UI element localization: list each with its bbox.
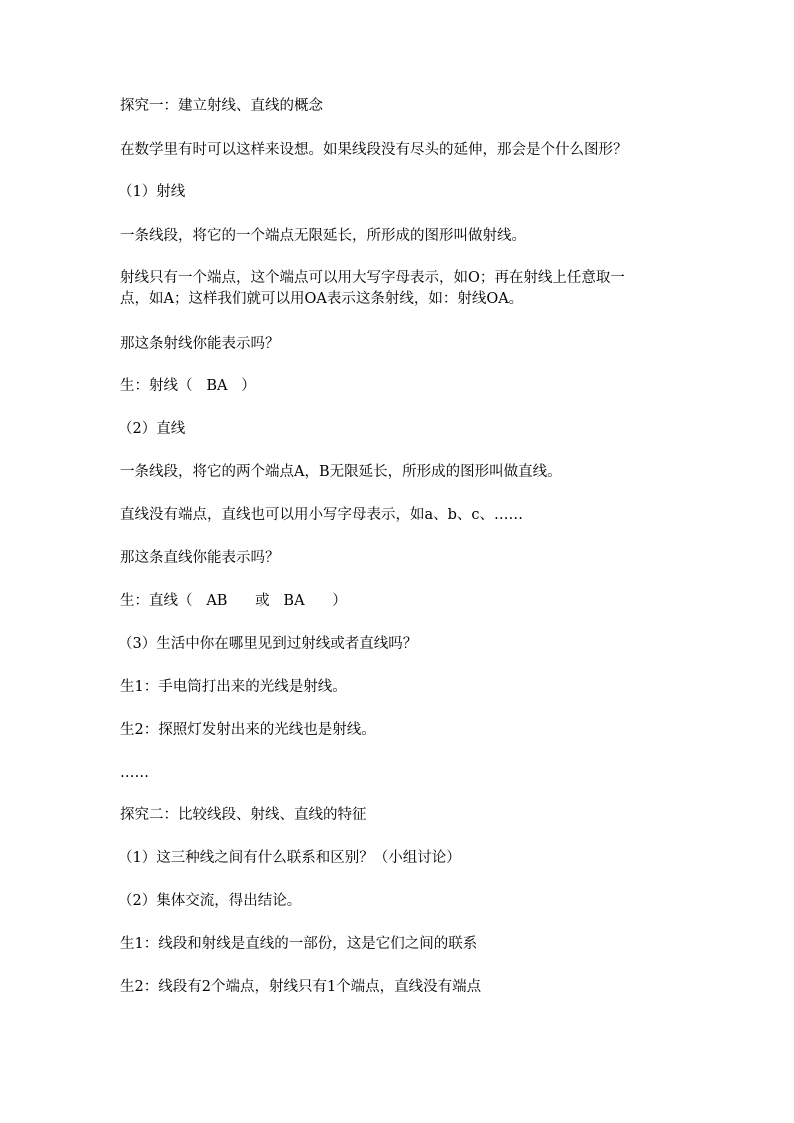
subheading-line: （2）直线 (118, 421, 186, 437)
paragraph-ray-definition: 一条线段，将它的一个端点无限延长，所形成的图形叫做射线。 (120, 228, 526, 244)
paragraph-student-1-answer: 生1：手电筒打出来的光线是射线。 (120, 679, 347, 695)
paragraph-intro: 在数学里有时可以这样来设想。如果线段没有尽头的延伸，那会是个什么图形？ (120, 142, 628, 158)
paragraph-discussion-question: （1）这三种线之间有什么联系和区别？（小组讨论） (118, 850, 461, 866)
paragraph-student-2-answer: 生2：探照灯发射出来的光线也是射线。 (120, 722, 376, 738)
subheading-ray: （1）射线 (118, 184, 186, 200)
paragraph-conclusion-1: 生1：线段和射线是直线的一部份，这是它们之间的联系 (120, 936, 478, 952)
subheading-life-examples: （3）生活中你在哪里见到过射线或者直线吗？ (118, 636, 418, 652)
section-heading-1: 探究一：建立射线、直线的概念 (120, 98, 323, 114)
paragraph-line-notation: 直线没有端点，直线也可以用小写字母表示，如a、b、c、…… (120, 507, 524, 523)
paragraph-ray-question: 那这条射线你能表示吗？ (120, 336, 280, 352)
section-heading-2: 探究二：比较线段、射线、直线的特征 (120, 807, 367, 823)
paragraph-line-definition: 一条线段，将它的两个端点A，B无限延长，所形成的图形叫做直线。 (120, 464, 562, 480)
paragraph-collective-exchange: （2）集体交流，得出结论。 (118, 893, 302, 909)
paragraph-line-answer: 生：直线（ AB 或 BA ） (120, 593, 347, 609)
paragraph-ellipsis: …… (120, 765, 149, 781)
paragraph-line-question: 那这条直线你能表示吗？ (120, 550, 280, 566)
paragraph-ray-answer: 生：射线（ BA ） (120, 378, 256, 394)
paragraph-ray-notation: 射线只有一个端点，这个端点可以用大写字母表示，如O；再在射线上任意取一点，如A；这样我们就可以用OA表示这条射线，如：射线OA。 (120, 270, 625, 307)
paragraph-conclusion-2: 生2：线段有2个端点，射线只有1个端点，直线没有端点 (120, 979, 482, 995)
